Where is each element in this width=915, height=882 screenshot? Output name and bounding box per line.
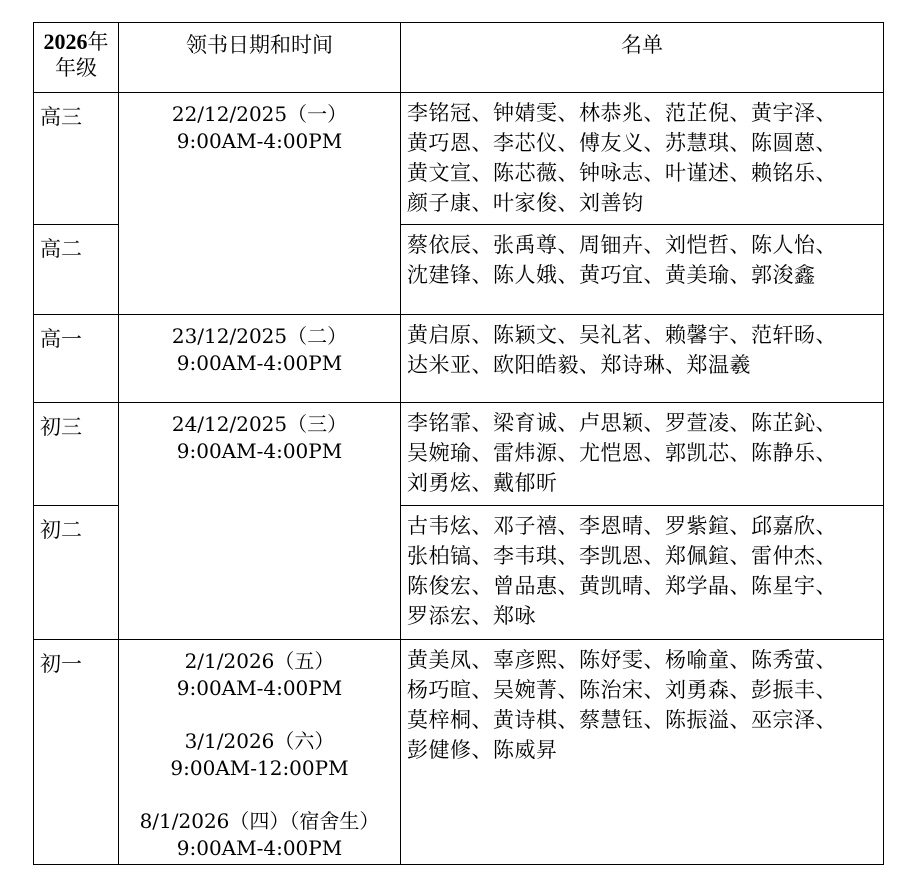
time-text: 9:00AM-12:00PM — [170, 756, 349, 780]
names-line: 黄启原、陈颖文、吴礼茗、赖馨宇、范轩旸、 — [407, 323, 837, 347]
date-text: 3/1/2026（六） — [184, 729, 335, 753]
date-text: 24/12/2025（三） — [171, 412, 348, 436]
date-cell — [119, 640, 401, 865]
grade-column-header — [34, 23, 119, 93]
table-row — [34, 640, 884, 865]
table-header-row — [34, 23, 884, 93]
book-collection-schedule-table — [33, 22, 884, 865]
names-cell — [401, 506, 884, 640]
names-cell — [401, 315, 884, 403]
time-text: 9:00AM-4:00PM — [176, 129, 343, 153]
names-line: 沈建锋、陈人娥、黄巧宜、黄美瑜、郭浚鑫 — [407, 263, 816, 287]
table-row — [34, 403, 884, 506]
date-cell — [119, 93, 401, 315]
time-text: 9:00AM-4:00PM — [176, 676, 343, 700]
names-line: 黄巧恩、李芯仪、傅友义、苏慧琪、陈圆蒽、 — [407, 131, 837, 155]
names-line: 陈俊宏、曾品惠、黄凯晴、郑学晶、陈星宇、 — [407, 574, 837, 598]
grade-cell: 初一 — [34, 640, 119, 865]
grade-header-year: 2026 — [43, 29, 88, 54]
names-cell — [401, 225, 884, 315]
grade-cell: 初二 — [34, 506, 119, 640]
names-line: 罗添宏、郑咏 — [407, 604, 536, 628]
date-text: 22/12/2025（一） — [171, 102, 348, 126]
date-text: 23/12/2025（二） — [171, 324, 348, 348]
date-cell — [119, 403, 401, 640]
names-line: 莫梓桐、黄诗棋、蔡慧钰、陈振溢、巫宗泽、 — [407, 708, 837, 732]
date-column-header: 领书日期和时间 — [119, 23, 401, 93]
time-text: 9:00AM-4:00PM — [176, 439, 343, 463]
names-line: 颜子康、叶家俊、刘善钧 — [407, 191, 644, 215]
names-column-header: 名单 — [401, 23, 884, 93]
names-line: 古韦炫、邓子禧、李恩晴、罗紫鍹、邱嘉欣、 — [407, 514, 837, 538]
date-text: 2/1/2026（五） — [184, 649, 335, 673]
names-line: 张柏镐、李韦琪、李凯恩、郑佩鍹、雷仲杰、 — [407, 544, 837, 568]
grade-cell: 高一 — [34, 315, 119, 403]
names-line: 李铭霏、梁育诚、卢思颖、罗萱凌、陈芷鈊、 — [407, 411, 837, 435]
names-line: 刘勇炫、戴郁昕 — [407, 471, 558, 495]
names-line: 吴婉瑜、雷炜源、尤恺恩、郭凯芯、陈静乐、 — [407, 441, 837, 465]
time-text: 9:00AM-4:00PM — [176, 836, 343, 860]
names-cell — [401, 640, 884, 865]
names-line: 李铭冠、钟婧雯、林恭兆、范芷倪、黄宇泽、 — [407, 101, 837, 125]
date-text: 8/1/2026（四）（宿舍生） — [139, 809, 380, 833]
grade-cell: 高三 — [34, 93, 119, 225]
names-line: 蔡依辰、张禹尊、周钿卉、刘恺哲、陈人怡、 — [407, 233, 837, 257]
grade-cell: 高二 — [34, 225, 119, 315]
table-row — [34, 315, 884, 403]
grade-header-label: 年级 — [55, 56, 97, 80]
time-text: 9:00AM-4:00PM — [176, 351, 343, 375]
grade-header-year-suffix: 年 — [87, 30, 109, 54]
names-line: 彭健修、陈威昇 — [407, 738, 558, 762]
names-line: 达米亚、欧阳皓毅、郑诗琳、郑温羲 — [407, 353, 751, 377]
names-cell — [401, 403, 884, 506]
names-line: 黄美凤、辜彦熙、陈妤雯、杨喻童、陈秀萤、 — [407, 648, 837, 672]
grade-cell: 初三 — [34, 403, 119, 506]
date-cell — [119, 315, 401, 403]
names-line: 杨巧暄、吴婉菁、陈治宋、刘勇森、彭振丰、 — [407, 678, 837, 702]
table-row — [34, 93, 884, 225]
names-line: 黄文宣、陈芯薇、钟咏志、叶谨述、赖铭乐、 — [407, 161, 837, 185]
names-cell — [401, 93, 884, 225]
